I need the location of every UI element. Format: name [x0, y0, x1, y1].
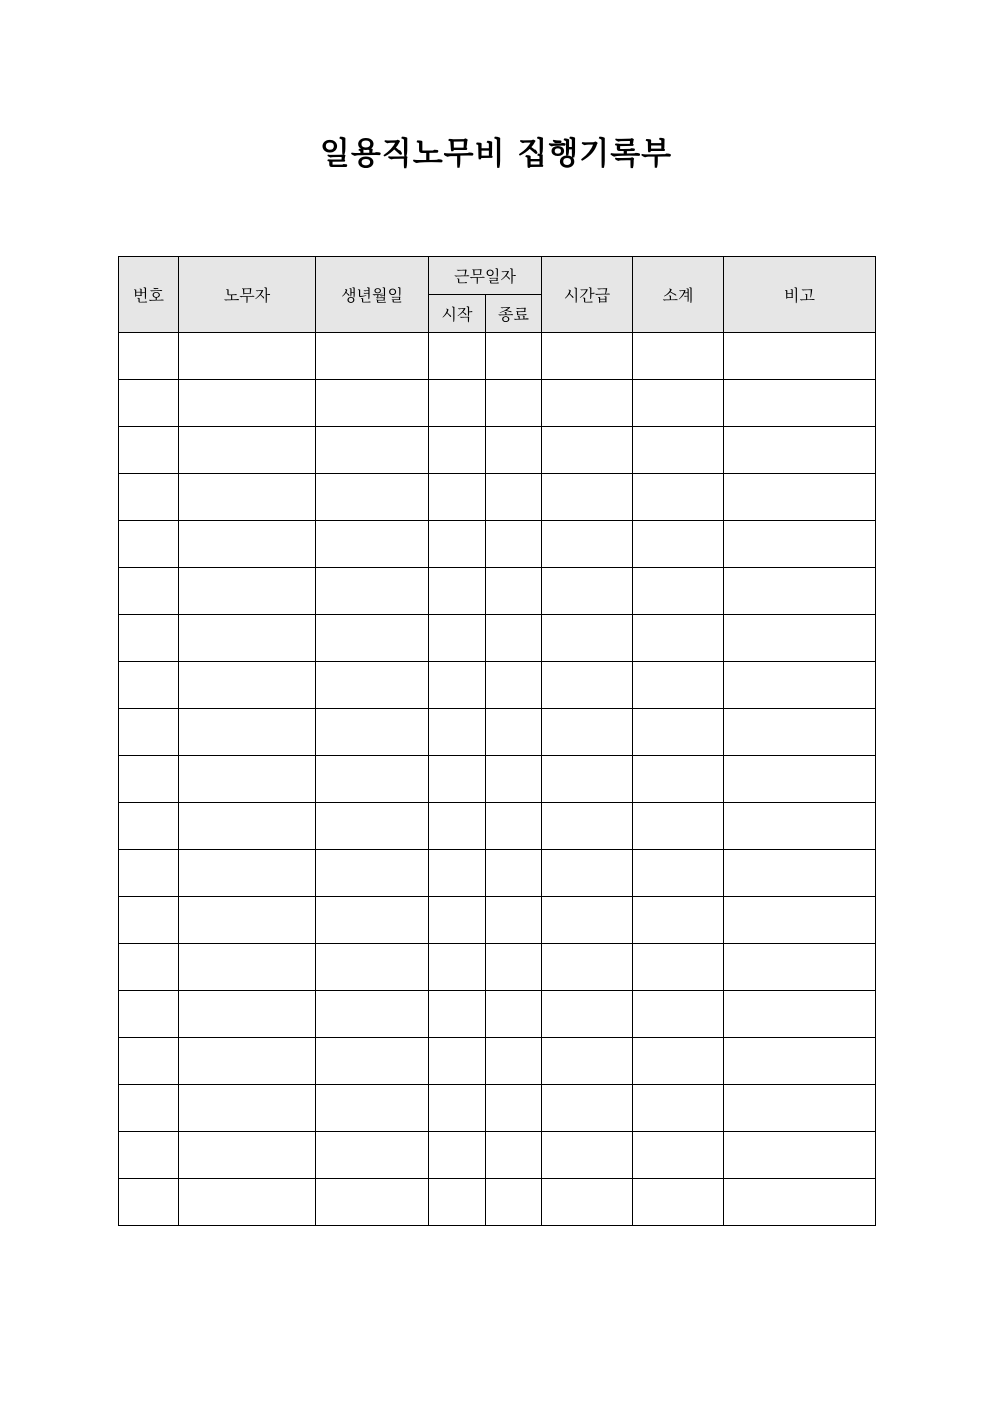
cell-laborer[interactable]	[179, 615, 316, 662]
cell-number[interactable]	[119, 1179, 179, 1226]
cell-start[interactable]	[429, 615, 486, 662]
cell-end[interactable]	[486, 803, 542, 850]
cell-number[interactable]	[119, 568, 179, 615]
cell-hourly-wage[interactable]	[542, 568, 633, 615]
cell-number[interactable]	[119, 897, 179, 944]
cell-subtotal[interactable]	[633, 850, 724, 897]
cell-start[interactable]	[429, 521, 486, 568]
cell-hourly-wage[interactable]	[542, 991, 633, 1038]
cell-laborer[interactable]	[179, 333, 316, 380]
cell-number[interactable]	[119, 1132, 179, 1179]
cell-birthdate[interactable]	[316, 709, 429, 756]
cell-birthdate[interactable]	[316, 568, 429, 615]
cell-remarks[interactable]	[724, 756, 876, 803]
header-laborer: 노무자	[179, 257, 316, 333]
cell-subtotal[interactable]	[633, 568, 724, 615]
cell-birthdate[interactable]	[316, 1085, 429, 1132]
table-row	[119, 944, 876, 991]
cell-remarks[interactable]	[724, 568, 876, 615]
cell-subtotal[interactable]	[633, 333, 724, 380]
cell-hourly-wage[interactable]	[542, 1132, 633, 1179]
cell-hourly-wage[interactable]	[542, 803, 633, 850]
cell-subtotal[interactable]	[633, 1085, 724, 1132]
cell-birthdate[interactable]	[316, 662, 429, 709]
cell-number[interactable]	[119, 944, 179, 991]
cell-hourly-wage[interactable]	[542, 709, 633, 756]
cell-subtotal[interactable]	[633, 380, 724, 427]
cell-start[interactable]	[429, 756, 486, 803]
cell-birthdate[interactable]	[316, 850, 429, 897]
cell-laborer[interactable]	[179, 897, 316, 944]
cell-end[interactable]	[486, 568, 542, 615]
table-row	[119, 521, 876, 568]
cell-number[interactable]	[119, 615, 179, 662]
cell-subtotal[interactable]	[633, 709, 724, 756]
cell-end[interactable]	[486, 1132, 542, 1179]
cell-number[interactable]	[119, 1038, 179, 1085]
cell-remarks[interactable]	[724, 474, 876, 521]
cell-laborer[interactable]	[179, 1085, 316, 1132]
cell-birthdate[interactable]	[316, 756, 429, 803]
cell-laborer[interactable]	[179, 474, 316, 521]
cell-subtotal[interactable]	[633, 944, 724, 991]
table-row	[119, 615, 876, 662]
cell-hourly-wage[interactable]	[542, 897, 633, 944]
cell-hourly-wage[interactable]	[542, 474, 633, 521]
header-start: 시작	[429, 295, 486, 333]
cell-laborer[interactable]	[179, 521, 316, 568]
cell-start[interactable]	[429, 709, 486, 756]
cell-laborer[interactable]	[179, 709, 316, 756]
cell-laborer[interactable]	[179, 1132, 316, 1179]
header-birthdate: 생년월일	[316, 257, 429, 333]
cell-hourly-wage[interactable]	[542, 1179, 633, 1226]
cell-laborer[interactable]	[179, 427, 316, 474]
cell-number[interactable]	[119, 756, 179, 803]
cell-start[interactable]	[429, 474, 486, 521]
cell-start[interactable]	[429, 897, 486, 944]
cell-hourly-wage[interactable]	[542, 662, 633, 709]
cell-hourly-wage[interactable]	[542, 850, 633, 897]
cell-remarks[interactable]	[724, 1085, 876, 1132]
cell-number[interactable]	[119, 991, 179, 1038]
header-hourly-wage: 시간급	[542, 257, 633, 333]
cell-hourly-wage[interactable]	[542, 333, 633, 380]
cell-number[interactable]	[119, 803, 179, 850]
cell-end[interactable]	[486, 474, 542, 521]
table-row	[119, 380, 876, 427]
cell-start[interactable]	[429, 427, 486, 474]
cell-laborer[interactable]	[179, 1179, 316, 1226]
header-work-dates: 근무일자	[429, 257, 542, 295]
cell-remarks[interactable]	[724, 944, 876, 991]
cell-birthdate[interactable]	[316, 521, 429, 568]
table-row	[119, 662, 876, 709]
cell-start[interactable]	[429, 944, 486, 991]
cell-subtotal[interactable]	[633, 1132, 724, 1179]
cell-remarks[interactable]	[724, 1179, 876, 1226]
cell-subtotal[interactable]	[633, 427, 724, 474]
cell-end[interactable]	[486, 427, 542, 474]
cell-subtotal[interactable]	[633, 615, 724, 662]
cell-number[interactable]	[119, 662, 179, 709]
cell-start[interactable]	[429, 1085, 486, 1132]
table-row	[119, 1085, 876, 1132]
cell-subtotal[interactable]	[633, 756, 724, 803]
cell-end[interactable]	[486, 756, 542, 803]
cell-laborer[interactable]	[179, 756, 316, 803]
cell-hourly-wage[interactable]	[542, 944, 633, 991]
header-subtotal: 소계	[633, 257, 724, 333]
table-row	[119, 427, 876, 474]
cell-subtotal[interactable]	[633, 474, 724, 521]
cell-laborer[interactable]	[179, 850, 316, 897]
table-row	[119, 897, 876, 944]
cell-end[interactable]	[486, 662, 542, 709]
table-body	[119, 333, 876, 1226]
table-row	[119, 1132, 876, 1179]
table-row	[119, 991, 876, 1038]
cell-remarks[interactable]	[724, 615, 876, 662]
table-row	[119, 474, 876, 521]
cell-birthdate[interactable]	[316, 333, 429, 380]
cell-remarks[interactable]	[724, 850, 876, 897]
cell-start[interactable]	[429, 333, 486, 380]
cell-birthdate[interactable]	[316, 1132, 429, 1179]
cell-start[interactable]	[429, 1038, 486, 1085]
cell-hourly-wage[interactable]	[542, 380, 633, 427]
cell-end[interactable]	[486, 709, 542, 756]
table-row	[119, 850, 876, 897]
cell-end[interactable]	[486, 944, 542, 991]
table-header	[119, 257, 876, 333]
cell-subtotal[interactable]	[633, 1179, 724, 1226]
cell-subtotal[interactable]	[633, 662, 724, 709]
cell-start[interactable]	[429, 662, 486, 709]
cell-hourly-wage[interactable]	[542, 427, 633, 474]
cell-number[interactable]	[119, 333, 179, 380]
cell-number[interactable]	[119, 521, 179, 568]
cell-remarks[interactable]	[724, 1038, 876, 1085]
cell-number[interactable]	[119, 850, 179, 897]
cell-remarks[interactable]	[724, 380, 876, 427]
cell-start[interactable]	[429, 1179, 486, 1226]
cell-subtotal[interactable]	[633, 991, 724, 1038]
cell-end[interactable]	[486, 615, 542, 662]
cell-birthdate[interactable]	[316, 1179, 429, 1226]
cell-end[interactable]	[486, 850, 542, 897]
table-row	[119, 333, 876, 380]
cell-laborer[interactable]	[179, 991, 316, 1038]
cell-start[interactable]	[429, 991, 486, 1038]
cell-laborer[interactable]	[179, 1038, 316, 1085]
cell-subtotal[interactable]	[633, 1038, 724, 1085]
table-row	[119, 1179, 876, 1226]
cell-birthdate[interactable]	[316, 897, 429, 944]
cell-number[interactable]	[119, 1085, 179, 1132]
cell-start[interactable]	[429, 850, 486, 897]
table-row	[119, 1038, 876, 1085]
cell-remarks[interactable]	[724, 803, 876, 850]
table-row	[119, 568, 876, 615]
cell-end[interactable]	[486, 897, 542, 944]
cell-laborer[interactable]	[179, 662, 316, 709]
cell-end[interactable]	[486, 521, 542, 568]
header-end: 종료	[486, 295, 542, 333]
cell-birthdate[interactable]	[316, 474, 429, 521]
cell-laborer[interactable]	[179, 380, 316, 427]
cell-end[interactable]	[486, 380, 542, 427]
labor-cost-ledger-table	[118, 256, 876, 1226]
cell-end[interactable]	[486, 333, 542, 380]
cell-number[interactable]	[119, 427, 179, 474]
cell-laborer[interactable]	[179, 803, 316, 850]
cell-remarks[interactable]	[724, 897, 876, 944]
table-row	[119, 756, 876, 803]
document-title: 일용직노무비 집행기록부	[319, 136, 673, 172]
cell-hourly-wage[interactable]	[542, 1038, 633, 1085]
table-row	[119, 803, 876, 850]
cell-subtotal[interactable]	[633, 897, 724, 944]
cell-number[interactable]	[119, 709, 179, 756]
cell-remarks[interactable]	[724, 991, 876, 1038]
cell-laborer[interactable]	[179, 944, 316, 991]
cell-hourly-wage[interactable]	[542, 521, 633, 568]
cell-hourly-wage[interactable]	[542, 615, 633, 662]
cell-end[interactable]	[486, 1038, 542, 1085]
cell-birthdate[interactable]	[316, 380, 429, 427]
cell-remarks[interactable]	[724, 427, 876, 474]
cell-birthdate[interactable]	[316, 1038, 429, 1085]
cell-birthdate[interactable]	[316, 803, 429, 850]
cell-start[interactable]	[429, 803, 486, 850]
cell-start[interactable]	[429, 380, 486, 427]
cell-start[interactable]	[429, 1132, 486, 1179]
table-row	[119, 709, 876, 756]
cell-number[interactable]	[119, 380, 179, 427]
cell-remarks[interactable]	[724, 1132, 876, 1179]
cell-remarks[interactable]	[724, 333, 876, 380]
header-number: 번호	[119, 257, 179, 333]
cell-birthdate[interactable]	[316, 615, 429, 662]
cell-birthdate[interactable]	[316, 427, 429, 474]
cell-end[interactable]	[486, 1085, 542, 1132]
cell-subtotal[interactable]	[633, 521, 724, 568]
cell-start[interactable]	[429, 568, 486, 615]
cell-birthdate[interactable]	[316, 991, 429, 1038]
cell-subtotal[interactable]	[633, 803, 724, 850]
cell-number[interactable]	[119, 474, 179, 521]
header-remarks: 비고	[724, 257, 876, 333]
cell-remarks[interactable]	[724, 662, 876, 709]
cell-hourly-wage[interactable]	[542, 1085, 633, 1132]
cell-end[interactable]	[486, 991, 542, 1038]
cell-hourly-wage[interactable]	[542, 756, 633, 803]
cell-remarks[interactable]	[724, 709, 876, 756]
cell-birthdate[interactable]	[316, 944, 429, 991]
cell-laborer[interactable]	[179, 568, 316, 615]
cell-end[interactable]	[486, 1179, 542, 1226]
cell-remarks[interactable]	[724, 521, 876, 568]
